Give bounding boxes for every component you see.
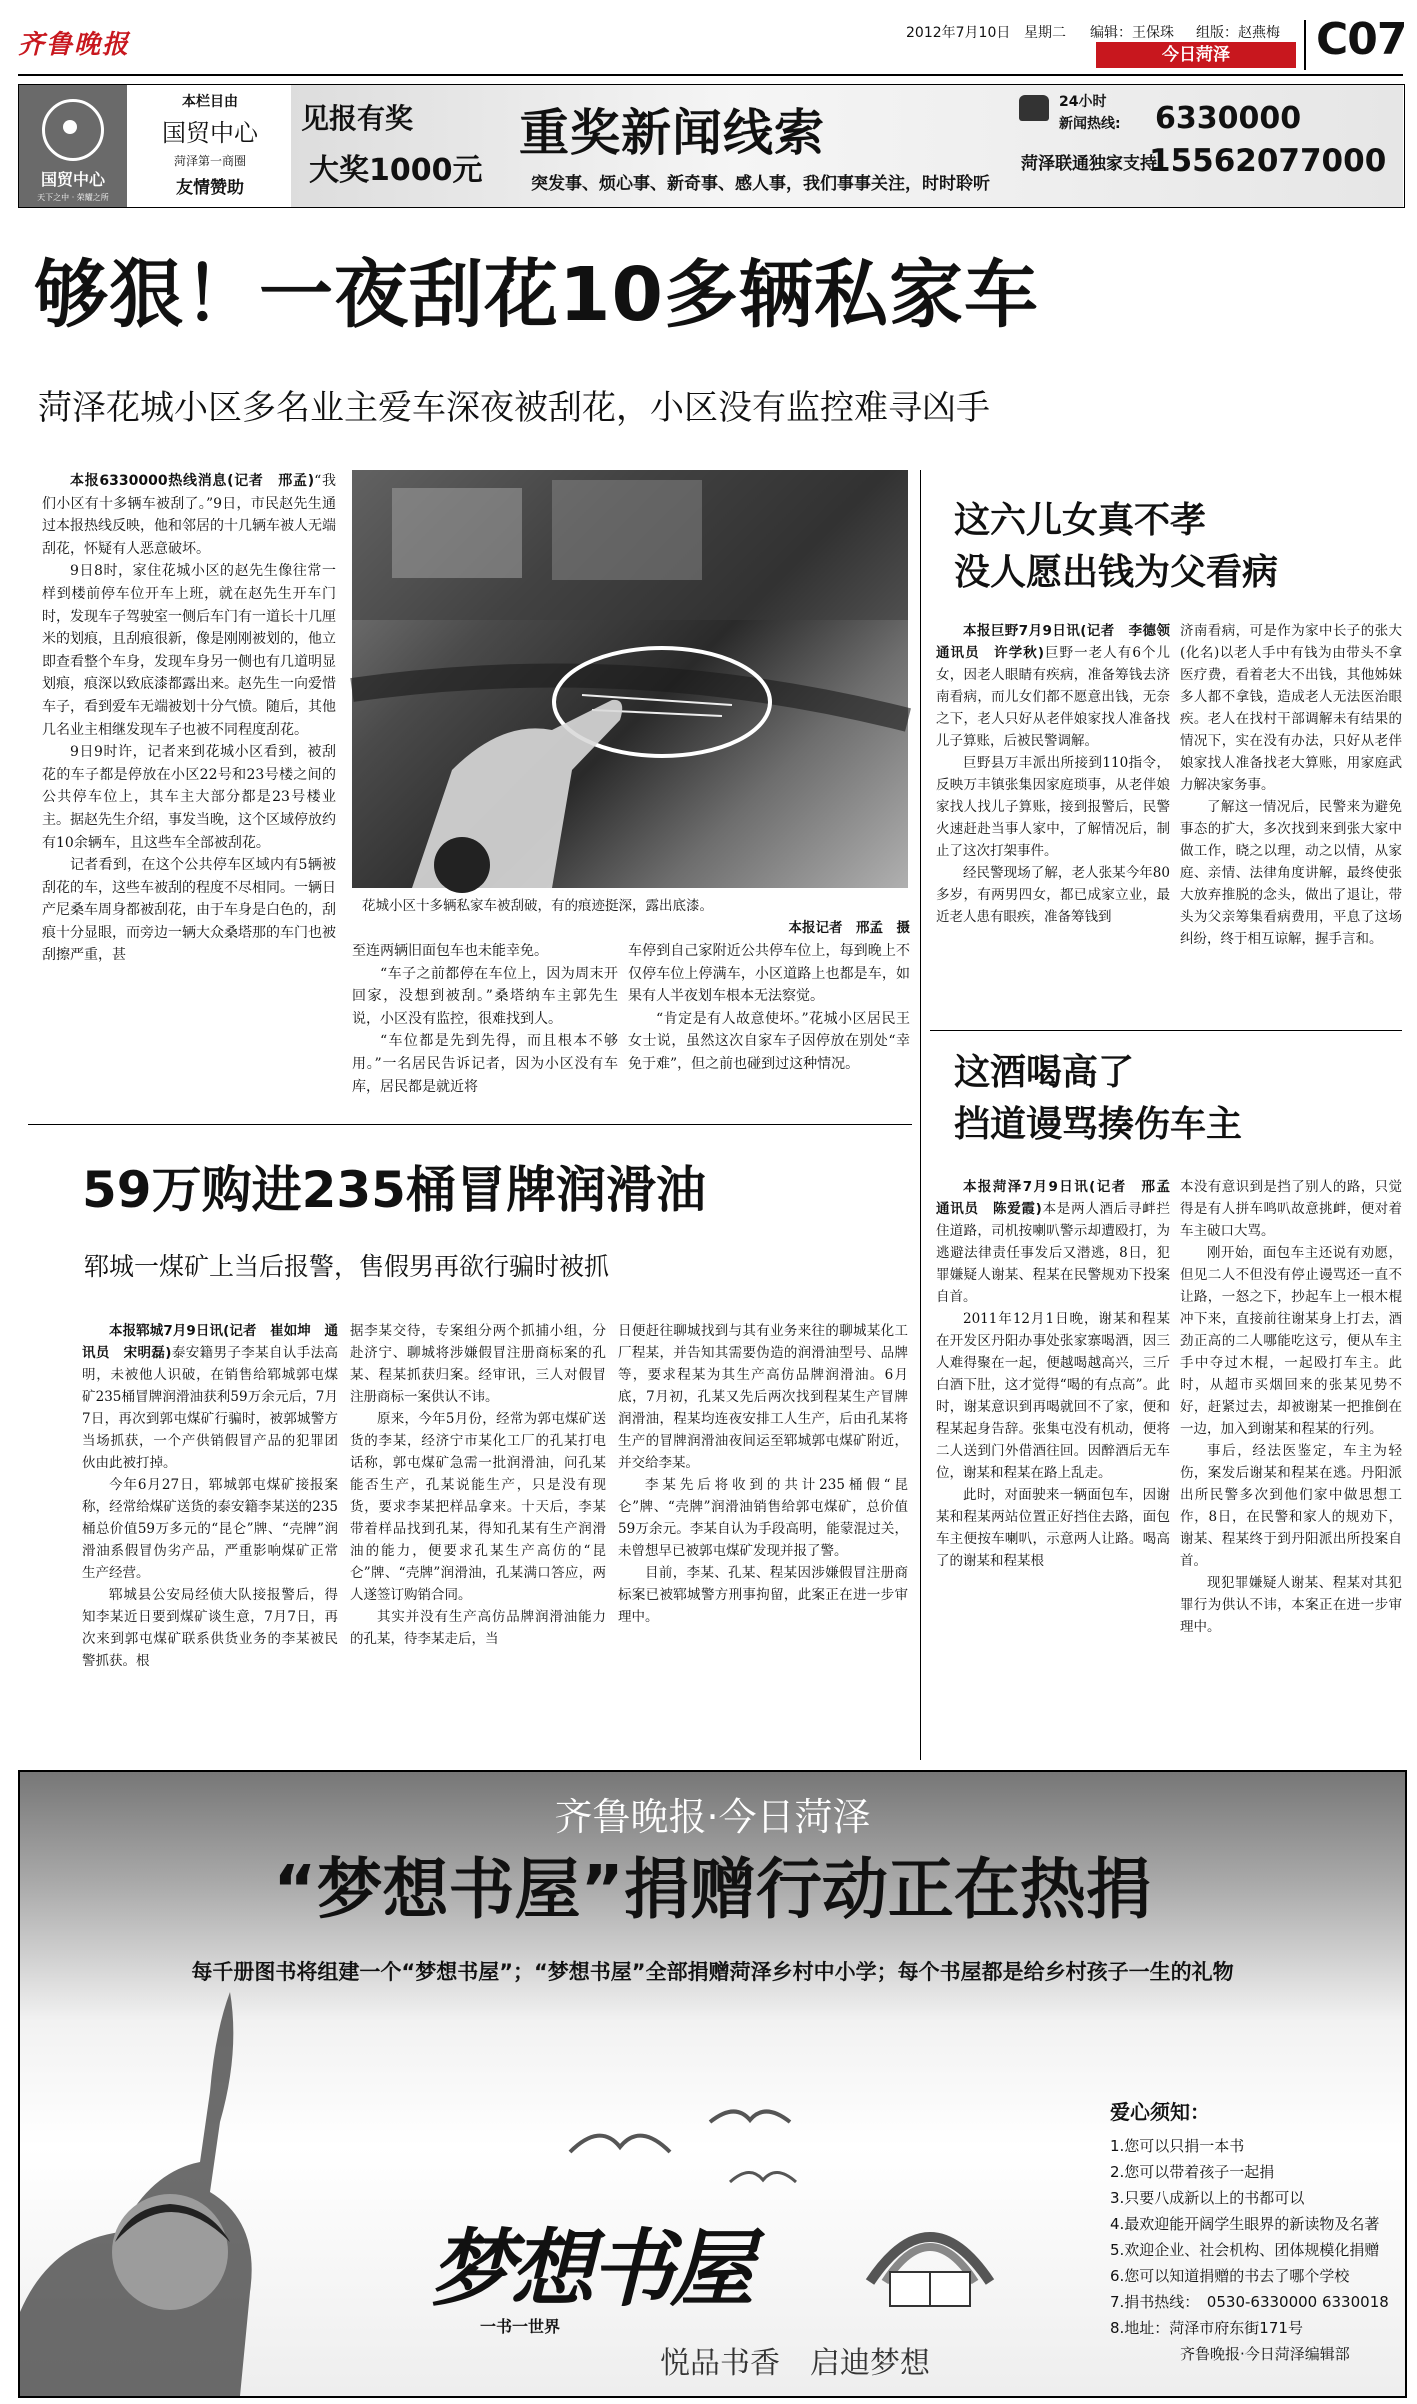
- hotline-label2: 新闻热线:: [1059, 116, 1121, 132]
- lead-paragraph: “肯定是有人故意使坏。”花城小区居民王女士说，虽然这次自家车子因停放在别处“幸免于难”，但之前也碰到过这种情况。: [628, 1010, 910, 1072]
- dream-bookhouse-calligraphy: 梦想书屋: [430, 2219, 751, 2318]
- story2-paragraph: 了解这一情况后，民警来为避免事态的扩大，多次找到来到张大家中做工作，晓之以理，动之以情，从家庭、亲情、法律角度讲解，最终使张大放弃推脱的念头，做出了退让，带头为父亲筹集看病费用，平息了这场纠纷，终于相互谅解，握手言和。: [1180, 799, 1402, 947]
- lead-byline: 本报6330000热线消息(记者 邢孟): [70, 473, 315, 489]
- notes-item: 3.只要八成新以上的书都可以: [1110, 2189, 1305, 2207]
- rainbow-book-icon: [860, 2202, 1000, 2312]
- sponsor-logo-text: 国贸中心: [40, 170, 105, 189]
- story3-paragraph: 2011年12月1日晚，谢某和程某在开发区丹阳办事处张家寨喝酒，因三人难得聚在一起，便越喝越高兴，三斤白酒下肚，这才觉得“喝的有点高”。此时，谢某意识到再喝就回不了家，便和程某起身告辞。张集屯没有机动，便将二人送到门外借酒往回。因醉酒后无车位，谢某和程某在路上乱走。: [936, 1311, 1170, 1481]
- sponsor-line4: 友情赞助: [176, 178, 244, 198]
- sponsor-line3: 菏泽第一商圈: [173, 154, 246, 168]
- hotline-number-2: 15562077000: [1149, 143, 1387, 179]
- lead-paragraph: “车子之前都停在车位上，因为周末开回家，没想到被刮。”桑塔纳车主郭先生说，小区没有监控，很难找到人。: [352, 965, 618, 1027]
- story3-column-2: [1180, 1176, 1402, 1756]
- story4-byline: 本报郓城7月9日讯(记者 崔如坤 通讯员 宋明磊): [82, 1323, 338, 1361]
- story4-paragraph: 据李某交待，专案组分两个抓捕小组，分赴济宁、聊城将涉嫌假冒注册商标案的孔某、程某抓获归案。经审讯，三人对假冒注册商标一案供认不讳。: [350, 1323, 606, 1405]
- story3-headline-line1: 这酒喝高了: [954, 1052, 1135, 1093]
- lead-paragraph: “我们小区有十多辆车被刮了。”9日，市民赵先生通过本报热线反映，他和邻居的十几辆车被人无端刮花，怀疑有人恶意破坏。: [42, 473, 336, 557]
- masthead-rule: [18, 74, 1403, 76]
- newspaper-logo: 齐鲁晚报: [18, 30, 131, 60]
- photo-caption: 花城小区十多辆私家车被刮破，有的痕迹挺深，露出底漆。: [362, 898, 713, 914]
- story4-column-3: [618, 1320, 908, 1750]
- sponsor-logo: [19, 85, 127, 207]
- lead-headline: 够狠！一夜刮花10多辆私家车: [34, 252, 1039, 338]
- banner-title: 重奖新闻线索: [519, 104, 825, 162]
- hotline-label1: 24小时: [1059, 94, 1107, 110]
- notes-item: 5.欢迎企业、社会机构、团体规模化捐赠: [1110, 2241, 1380, 2259]
- notes-item: 6.您可以知道捐赠的书去了哪个学校: [1110, 2267, 1350, 2285]
- page-number: C07: [1316, 14, 1407, 65]
- lead-column-2: [352, 940, 618, 1110]
- notes-item: 8.地址：菏泽市府东街171号: [1110, 2319, 1303, 2337]
- issue-weekday: 星期二: [1024, 25, 1066, 41]
- lead-paragraph: 记者看到，在这个公共停车区域内有5辆被刮花的车，这些车被刮的程度不尽相同。一辆日产尼桑车周身都被刮花，由于车身是白色的，刮痕十分显眼，而旁边一辆大众桑塔那的车门也被刮擦严重，甚: [42, 857, 336, 964]
- masthead-divider: [1304, 20, 1306, 70]
- lead-paragraph: “车位都是先到先得，而且根本不够用。”一名居民告诉记者，因为小区没有车库，居民都是就近将: [352, 1033, 618, 1095]
- ad-title: “梦想书屋”捐赠行动正在热捐: [273, 1851, 1152, 1928]
- story3-paragraph: 刚开始，面包车主还说有劝愿，但见二人不但没有停止谩骂还一直不让路，一怒之下，抄起车上一根木棍冲下来，直接前往谢某身上打去，酒劲正高的二人哪能吃这亏，便从车主手中夺过木棍，一起殴打车主。此时，从超市买烟回来的张某见势不好，赶紧过去，却被谢某一把推倒在一边，加入到谢某和程某的行列。: [1180, 1245, 1402, 1437]
- story4-column-2: [350, 1320, 606, 1750]
- flower-icon: [42, 99, 104, 161]
- ad-bottom-tagline: 悦品书香 启迪梦想: [660, 2346, 930, 2381]
- story3-column-1: [936, 1176, 1184, 1756]
- hotline-banner: [18, 84, 1405, 208]
- story4-headline: 59万购进235桶冒牌润滑油: [82, 1161, 706, 1219]
- story4-paragraph: 原来，今年5月份，经常为郭屯煤矿送货的李某，经济宁市某化工厂的孔某打电话称，郭屯煤矿急需一批润滑油，问孔某能否生产，孔某说能生产，只是没有现货，要求李某把样品拿来。十天后，李某带着样品找到孔某，得知孔某有生产润滑油的能力，便要求孔某生产高仿的“昆仑”牌、“壳牌”润滑油，孔某满口答应，两人遂签订购销合同。: [350, 1411, 606, 1603]
- story4-column-1: [82, 1320, 338, 1750]
- story3-paragraph: 现犯罪嫌疑人谢某、程某对其犯罪行为供认不讳，本案正在进一步审理中。: [1180, 1575, 1402, 1635]
- bird-icon: [560, 2092, 820, 2202]
- reward-title: 见报有奖: [301, 102, 414, 135]
- story2-column-2: [1180, 620, 1402, 1008]
- book-donation-ad: [18, 1770, 1407, 2398]
- banner-slogan: 突发事、烦心事、新奇事、感人事，我们事事关注，时时聆听: [531, 174, 990, 194]
- sponsor-support: 菏泽联通独家支持: [1021, 154, 1157, 174]
- story2-paragraph: 济南看病，可是作为家中长子的张大(化名)以老人手中有钱为由带头不拿医疗费，看着老大不出钱，其他姊妹多人都不拿钱，造成老人无法医治眼疾。老人在找村干部调解未有结果的情况下，实在没有办法，只好从老伴娘家找人准备找老大算账，用家庭武力解决家务事。: [1180, 623, 1402, 793]
- column-divider: [920, 470, 921, 1760]
- story2-column-1: [936, 620, 1184, 1008]
- notes-item: 4.最欢迎能开阔学生眼界的新读物及名著: [1110, 2215, 1380, 2233]
- ad-small-tagline: 一书一世界: [480, 2317, 561, 2336]
- story4-paragraph: 泰安籍男子李某自认手法高明，未被他人识破，在销售给郓城郭屯煤矿235桶冒牌润滑油获利59万余元后，7月7日，再次到郭屯煤矿行骗时，被郭城警方当场抓获，一个产供销假冒产品的犯罪团伙由此被打掉。: [82, 1345, 339, 1471]
- car-scratch-photo: [352, 470, 908, 888]
- sponsor-line1: 本栏目由: [182, 94, 238, 110]
- lead-column-3: [628, 940, 910, 1110]
- story4-paragraph: 目前，李某、孔某、程某因涉嫌假冒注册商标案已被郓城警方刑事拘留，此案正在进一步审理中。: [618, 1565, 908, 1625]
- story3-paragraph: 本没有意识到是挡了别人的路，只觉得是有人拼车鸣叭故意挑衅，便对着车主破口大骂。: [1180, 1179, 1402, 1239]
- sponsor-name: 国贸中心: [162, 119, 258, 147]
- story2-headline-line2: 没人愿出钱为父看病: [954, 552, 1279, 593]
- ad-top-line: 齐鲁晚报·今日菏泽: [554, 1795, 871, 1839]
- scratch-highlight-ellipse: [352, 470, 908, 888]
- story3-paragraph: 本是两人酒后寻衅拦住道路，司机按喇叭警示却遭殴打，为逃避法律责任事发后又潜逃，8日，犯罪嫌疑人谢某、程某在民警规劝下投案自首。: [936, 1201, 1171, 1305]
- notes-item: 1.您可以只捐一本书: [1110, 2137, 1245, 2155]
- lead-column-1: [42, 470, 336, 1110]
- editor-credit: 编辑：王保珠: [1090, 25, 1174, 41]
- lead-paragraph: 9日9时许，记者来到花城小区看到，被刮花的车子都是停放在小区22号和23号楼之间的公共停车位上，其车主大部分都是23号楼业主。据赵先生介绍，事发当晚，这个区域停放约有10余辆车，且这些车全部被刮花。: [42, 744, 336, 851]
- story3-headline-line2: 挡道谩骂揍伤车主: [954, 1104, 1243, 1145]
- story2-paragraph: 巨野县万丰派出所接到110指令，反映万丰镇张集因家庭琐事，从老伴娘家找人找儿子算账，接到报警后，民警火速赶赴当事人家中，了解情况后，制止了这次打架事件。: [936, 755, 1170, 859]
- story4-paragraph: 其实并没有生产高仿品牌润滑油能力的孔某，待李某走后，当: [350, 1609, 606, 1647]
- donation-notes: [1110, 2096, 1400, 2367]
- story4-paragraph: 李某先后将收到的共计235桶假“昆仑”牌、“壳牌”润滑油销售给郭屯煤矿，总价值59万余元。李某自认为手段高明，能蒙混过关，未曾想早已被郭屯煤矿发现并报了警。: [618, 1477, 908, 1559]
- lead-paragraph: 至连两辆旧面包车也未能幸免。: [352, 943, 548, 959]
- story2-paragraph: 经民警现场了解，老人张某今年80多岁，有两男四女，都已成家立业，最近老人患有眼疾，准备筹钱到: [936, 865, 1170, 925]
- issue-date: 2012年7月10日: [906, 25, 1011, 41]
- notes-item: 7.捐书热线： 0530-6330000 6330018: [1110, 2293, 1389, 2311]
- sponsor-logo-tagline: 天下之中 · 荣耀之所: [37, 193, 109, 202]
- story4-subhead: 郓城一煤矿上当后报警，售假男再欲行骗时被抓: [84, 1252, 610, 1281]
- story3-paragraph: 事后，经法医鉴定，车主为轻伤，案发后谢某和程某在逃。丹阳派出所民警多次到他们家中做思想工作，8日，在民警和家人的规劝下，谢某、程某终于到丹阳派出所投案自首。: [1180, 1443, 1402, 1569]
- lead-subhead: 菏泽花城小区多名业主爱车深夜被刮花，小区没有监控难寻凶手: [38, 388, 990, 428]
- notes-item: 齐鲁晚报·今日菏泽编辑部: [1180, 2345, 1350, 2363]
- child-reaching-illustration: [20, 1992, 350, 2396]
- story2-paragraph: 巨野一老人有6个儿女，因老人眼睛有疾病，准备筹钱去济南看病，而儿女们都不愿意出钱，无奈之下，老人只好从老伴娘家找人准备找儿子算账，后被民警调解。: [936, 645, 1171, 749]
- story2-headline-line1: 这六儿女真不孝: [954, 500, 1207, 541]
- notes-item: 2.您可以带着孩子一起捐: [1110, 2163, 1275, 2181]
- story3-paragraph: 此时，对面驶来一辆面包车，因谢某和程某两站位置正好挡住去路，面包车主便按车喇叭，示意两人让路。喝高了的谢某和程某根: [936, 1487, 1170, 1569]
- hotline-number-1: 6330000: [1155, 101, 1302, 136]
- story4-paragraph: 日便赶往聊城找到与其有业务来往的聊城某化工厂程某，并告知其需要伪造的润滑油型号、品牌等，要求程某为其生产高仿品牌润滑油。6月底，7月初，孔某又先后两次找到程某生产冒牌润滑油，程某均连夜安排工人生产，后由孔某将生产的冒牌润滑油夜间运至郓城郭屯煤矿附近，并交给李某。: [618, 1323, 908, 1471]
- photo-credit: 本报记者 邢孟 摄: [788, 920, 910, 936]
- story2-rule: [930, 1030, 1402, 1031]
- layout-credit: 组版：赵燕梅: [1196, 25, 1280, 41]
- lead-paragraph: 车停到自己家附近公共停车位上，每到晚上不仅停车位上停满车，小区道路上也都是车，如果有人半夜划车根本无法察觉。: [628, 943, 910, 1005]
- ad-subtitle: 每千册图书将组建一个“梦想书屋”；“梦想书屋”全部捐赠菏泽乡村中小学；每个书屋都是给乡村孩子一生的礼物: [191, 1960, 1234, 1984]
- telephone-icon: [1019, 95, 1049, 121]
- reward-amount: 大奖1000元: [309, 153, 483, 188]
- sponsor-credit: [135, 91, 285, 198]
- story4-rule: [28, 1124, 912, 1125]
- story4-paragraph: 今年6月27日，郓城郭屯煤矿接报案称，经常给煤矿送货的泰安籍李某送的235桶总价值59万多元的“昆仑”牌、“壳牌”润滑油系假冒伪劣产品，严重影响煤矿正常生产经营。: [82, 1477, 338, 1581]
- story3-byline: 本报菏泽7月9日讯(记者 邢孟 通讯员 陈爱霞): [936, 1179, 1184, 1217]
- notes-title: 爱心须知：: [1110, 2100, 1210, 2124]
- story2-byline: 本报巨野7月9日讯(记者 李德领 通讯员 许学秋): [936, 623, 1184, 661]
- story4-paragraph: 郓城县公安局经侦大队接报警后，得知李某近日要到煤矿谈生意，7月7日，再次来到郭屯煤矿联系供货业务的李某被民警抓获。根: [82, 1587, 338, 1669]
- lead-paragraph: 9日8时，家住花城小区的赵先生像往常一样到楼前停车位开车上班，就在赵先生开车门时，发现车子驾驶室一侧后车门有一道长十几厘米的划痕，且刮痕很新，像是刚刚被划的，他立即查看整个车身，发现车身另一侧也有几道明显划痕，痕深以致底漆都露出来。赵先生一向爱惜车子，看到爱车无端被划十分气愤。随后，其他几名业主相继发现车子也被不同程度刮花。: [42, 563, 336, 738]
- section-tab: 今日菏泽: [1096, 42, 1296, 68]
